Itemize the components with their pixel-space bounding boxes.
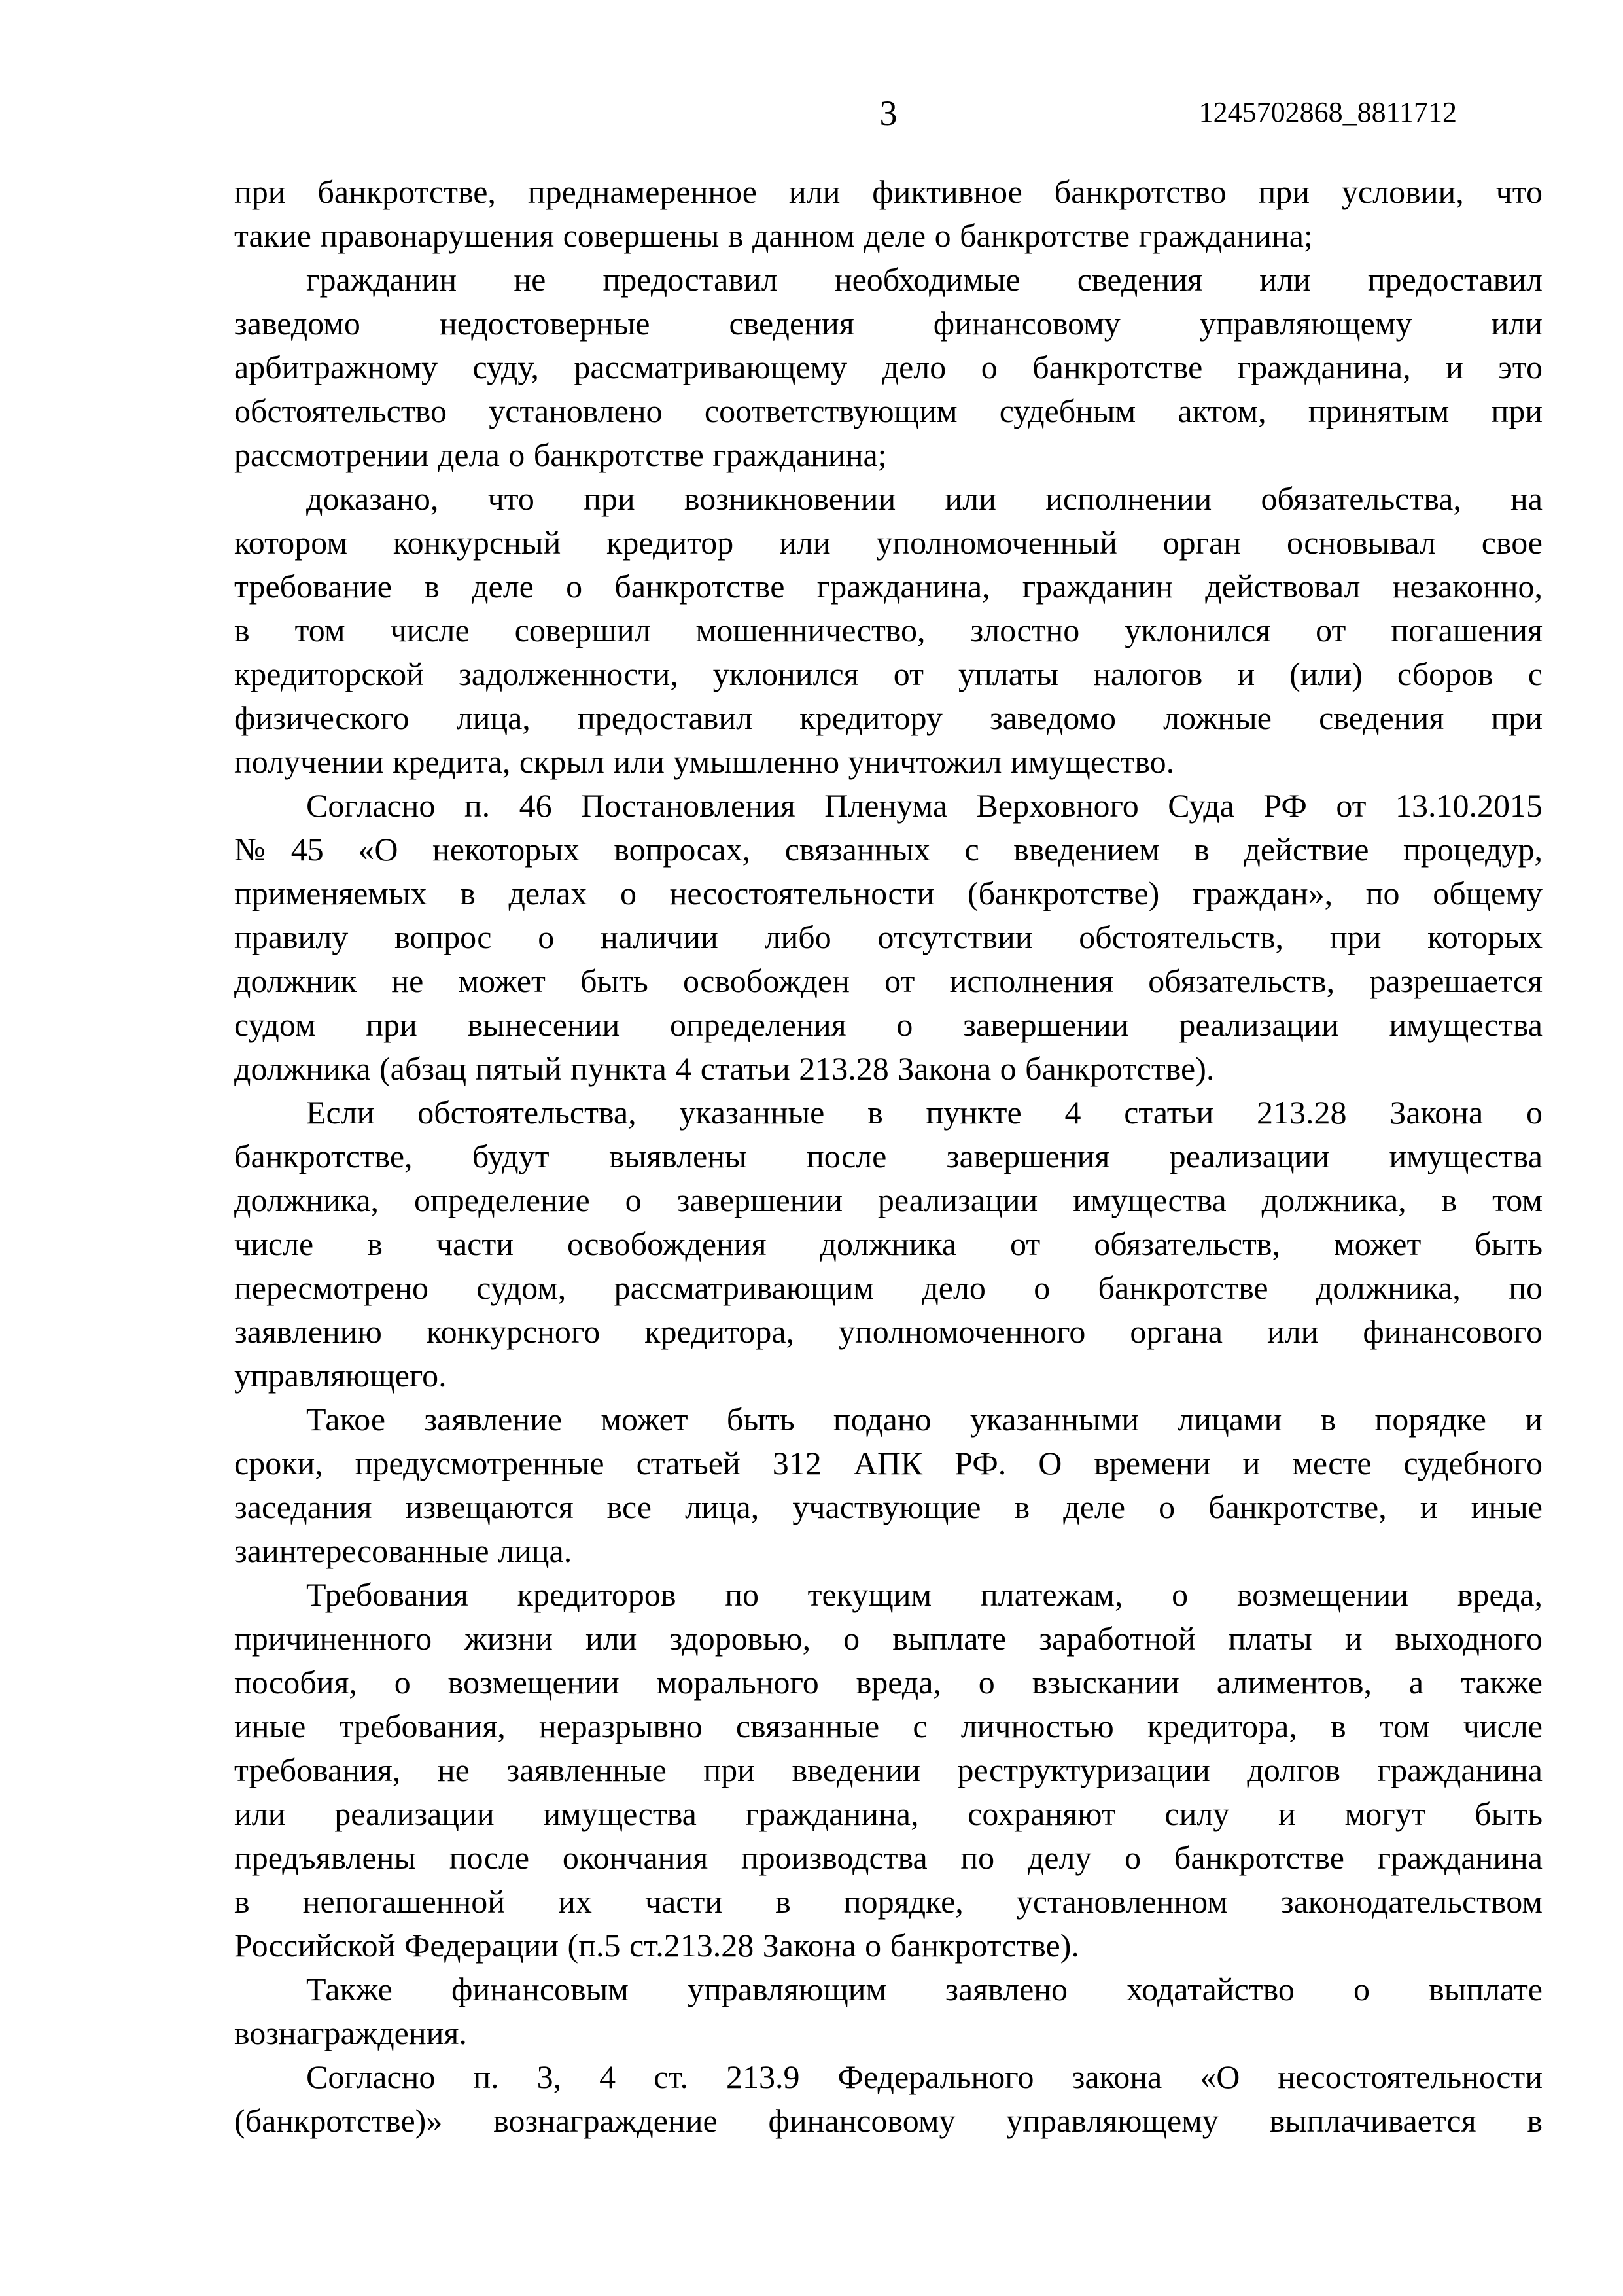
page-number: 3 bbox=[879, 94, 898, 133]
text-line: Также финансовым управляющим заявлено ходатайство о выплате bbox=[306, 1971, 1543, 2007]
text-line: арбитражному суду, рассматривающему дело о банкротстве гражданина, и это bbox=[234, 349, 1543, 385]
text-line: физического лица, предоставил кредитору заведомо ложные сведения при bbox=[234, 699, 1543, 736]
text-line: причиненного жизни или здоровью, о выплате заработной платы и выходного bbox=[234, 1620, 1543, 1657]
text-line: требование в деле о банкротстве гражданина, гражданин действовал незаконно, bbox=[234, 568, 1543, 605]
text-line: при банкротстве, преднамеренное или фиктивное банкротство при условии, что bbox=[234, 173, 1543, 210]
text-line: банкротстве, будут выявлены после завершения реализации имущества bbox=[234, 1138, 1543, 1174]
text-line: гражданин не предоставил необходимые сведения или предоставил bbox=[306, 261, 1543, 298]
text-line: получении кредита, скрыл или умышленно уничтожил имущество. bbox=[234, 743, 1175, 780]
text-line: или реализации имущества гражданина, сохраняют силу и могут быть bbox=[234, 1795, 1543, 1832]
text-line: рассмотрении дела о банкротстве гражданина; bbox=[234, 436, 887, 473]
text-line: Российской Федерации (п.5 ст.213.28 Закона о банкротстве). bbox=[234, 1927, 1079, 1964]
text-line: должник не может быть освобожден от исполнения обязательств, разрешается bbox=[234, 963, 1543, 999]
text-line: применяемых в делах о несостоятельности (банкротстве) граждан», по общему bbox=[234, 875, 1543, 911]
text-line: котором конкурсный кредитор или уполномоченный орган основывал свое bbox=[234, 524, 1543, 561]
document-body bbox=[234, 170, 1543, 2143]
text-line: №45 «О некоторых вопросах, связанных с введением в действие процедур, bbox=[234, 831, 1543, 868]
text-line: заявлению конкурсного кредитора, уполномоченного органа или финансового bbox=[234, 1313, 1543, 1350]
text-line: такие правонарушения совершены в данном деле о банкротстве гражданина; bbox=[234, 217, 1313, 254]
text-line: Согласно п. 3, 4 ст. 213.9 Федерального закона «О несостоятельности bbox=[306, 2058, 1543, 2095]
text-line: предъявлены после окончания производства по делу о банкротстве гражданина bbox=[234, 1839, 1543, 1876]
text-line: числе в части освобождения должника от обязательств, может быть bbox=[234, 1226, 1543, 1262]
text-line: должника (абзац пятый пункта 4 статьи 213.28 Закона о банкротстве). bbox=[234, 1050, 1215, 1087]
text-line: Требования кредиторов по текущим платежам, о возмещении вреда, bbox=[306, 1576, 1543, 1613]
text-line: в том числе совершил мошенничество, злостно уклонился от погашения bbox=[234, 612, 1543, 648]
text-line: Такое заявление может быть подано указанными лицами в порядке и bbox=[306, 1401, 1543, 1438]
text-line: пересмотрено судом, рассматривающим дело о банкротстве должника, по bbox=[234, 1269, 1543, 1306]
text-line: обстоятельство установлено соответствующим судебным актом, принятым при bbox=[234, 393, 1543, 429]
document-id: 1245702868_8811712 bbox=[1198, 96, 1457, 128]
text-line: Если обстоятельства, указанные в пункте 4 статьи 213.28 Закона о bbox=[306, 1094, 1543, 1131]
text-line: заинтересованные лица. bbox=[234, 1532, 572, 1569]
text-line: правилу вопрос о наличии либо отсутствии обстоятельств, при которых bbox=[234, 919, 1543, 955]
text-line: управляющего. bbox=[234, 1357, 447, 1394]
text-line: кредиторской задолженности, уклонился от уплаты налогов и (или) сборов с bbox=[234, 656, 1543, 692]
text-line: заседания извещаются все лица, участвующие в деле о банкротстве, и иные bbox=[234, 1489, 1543, 1525]
text-line: (банкротстве)» вознаграждение финансовому управляющему выплачивается в bbox=[234, 2102, 1543, 2139]
text-line: Согласно п. 46 Постановления Пленума Верховного Суда РФ от 13.10.2015 bbox=[306, 787, 1543, 824]
text-line: иные требования, неразрывно связанные с личностью кредитора, в том числе bbox=[234, 1708, 1543, 1744]
text-line: вознаграждения. bbox=[234, 2015, 467, 2051]
text-line: пособия, о возмещении морального вреда, о взыскании алиментов, а также bbox=[234, 1664, 1543, 1701]
text-line: доказано, что при возникновении или исполнении обязательства, на bbox=[306, 480, 1543, 517]
text-line: должника, определение о завершении реализации имущества должника, в том bbox=[234, 1182, 1543, 1218]
text-line: заведомо недостоверные сведения финансовому управляющему или bbox=[234, 305, 1543, 342]
text-line: в непогашенной их части в порядке, установленном законодательством bbox=[234, 1883, 1543, 1920]
text-line: судом при вынесении определения о завершении реализации имущества bbox=[234, 1006, 1543, 1043]
text-line: требования, не заявленные при введении реструктуризации долгов гражданина bbox=[234, 1752, 1543, 1788]
text-line: сроки, предусмотренные статьей 312 АПК РФ. О времени и месте судебного bbox=[234, 1445, 1543, 1481]
